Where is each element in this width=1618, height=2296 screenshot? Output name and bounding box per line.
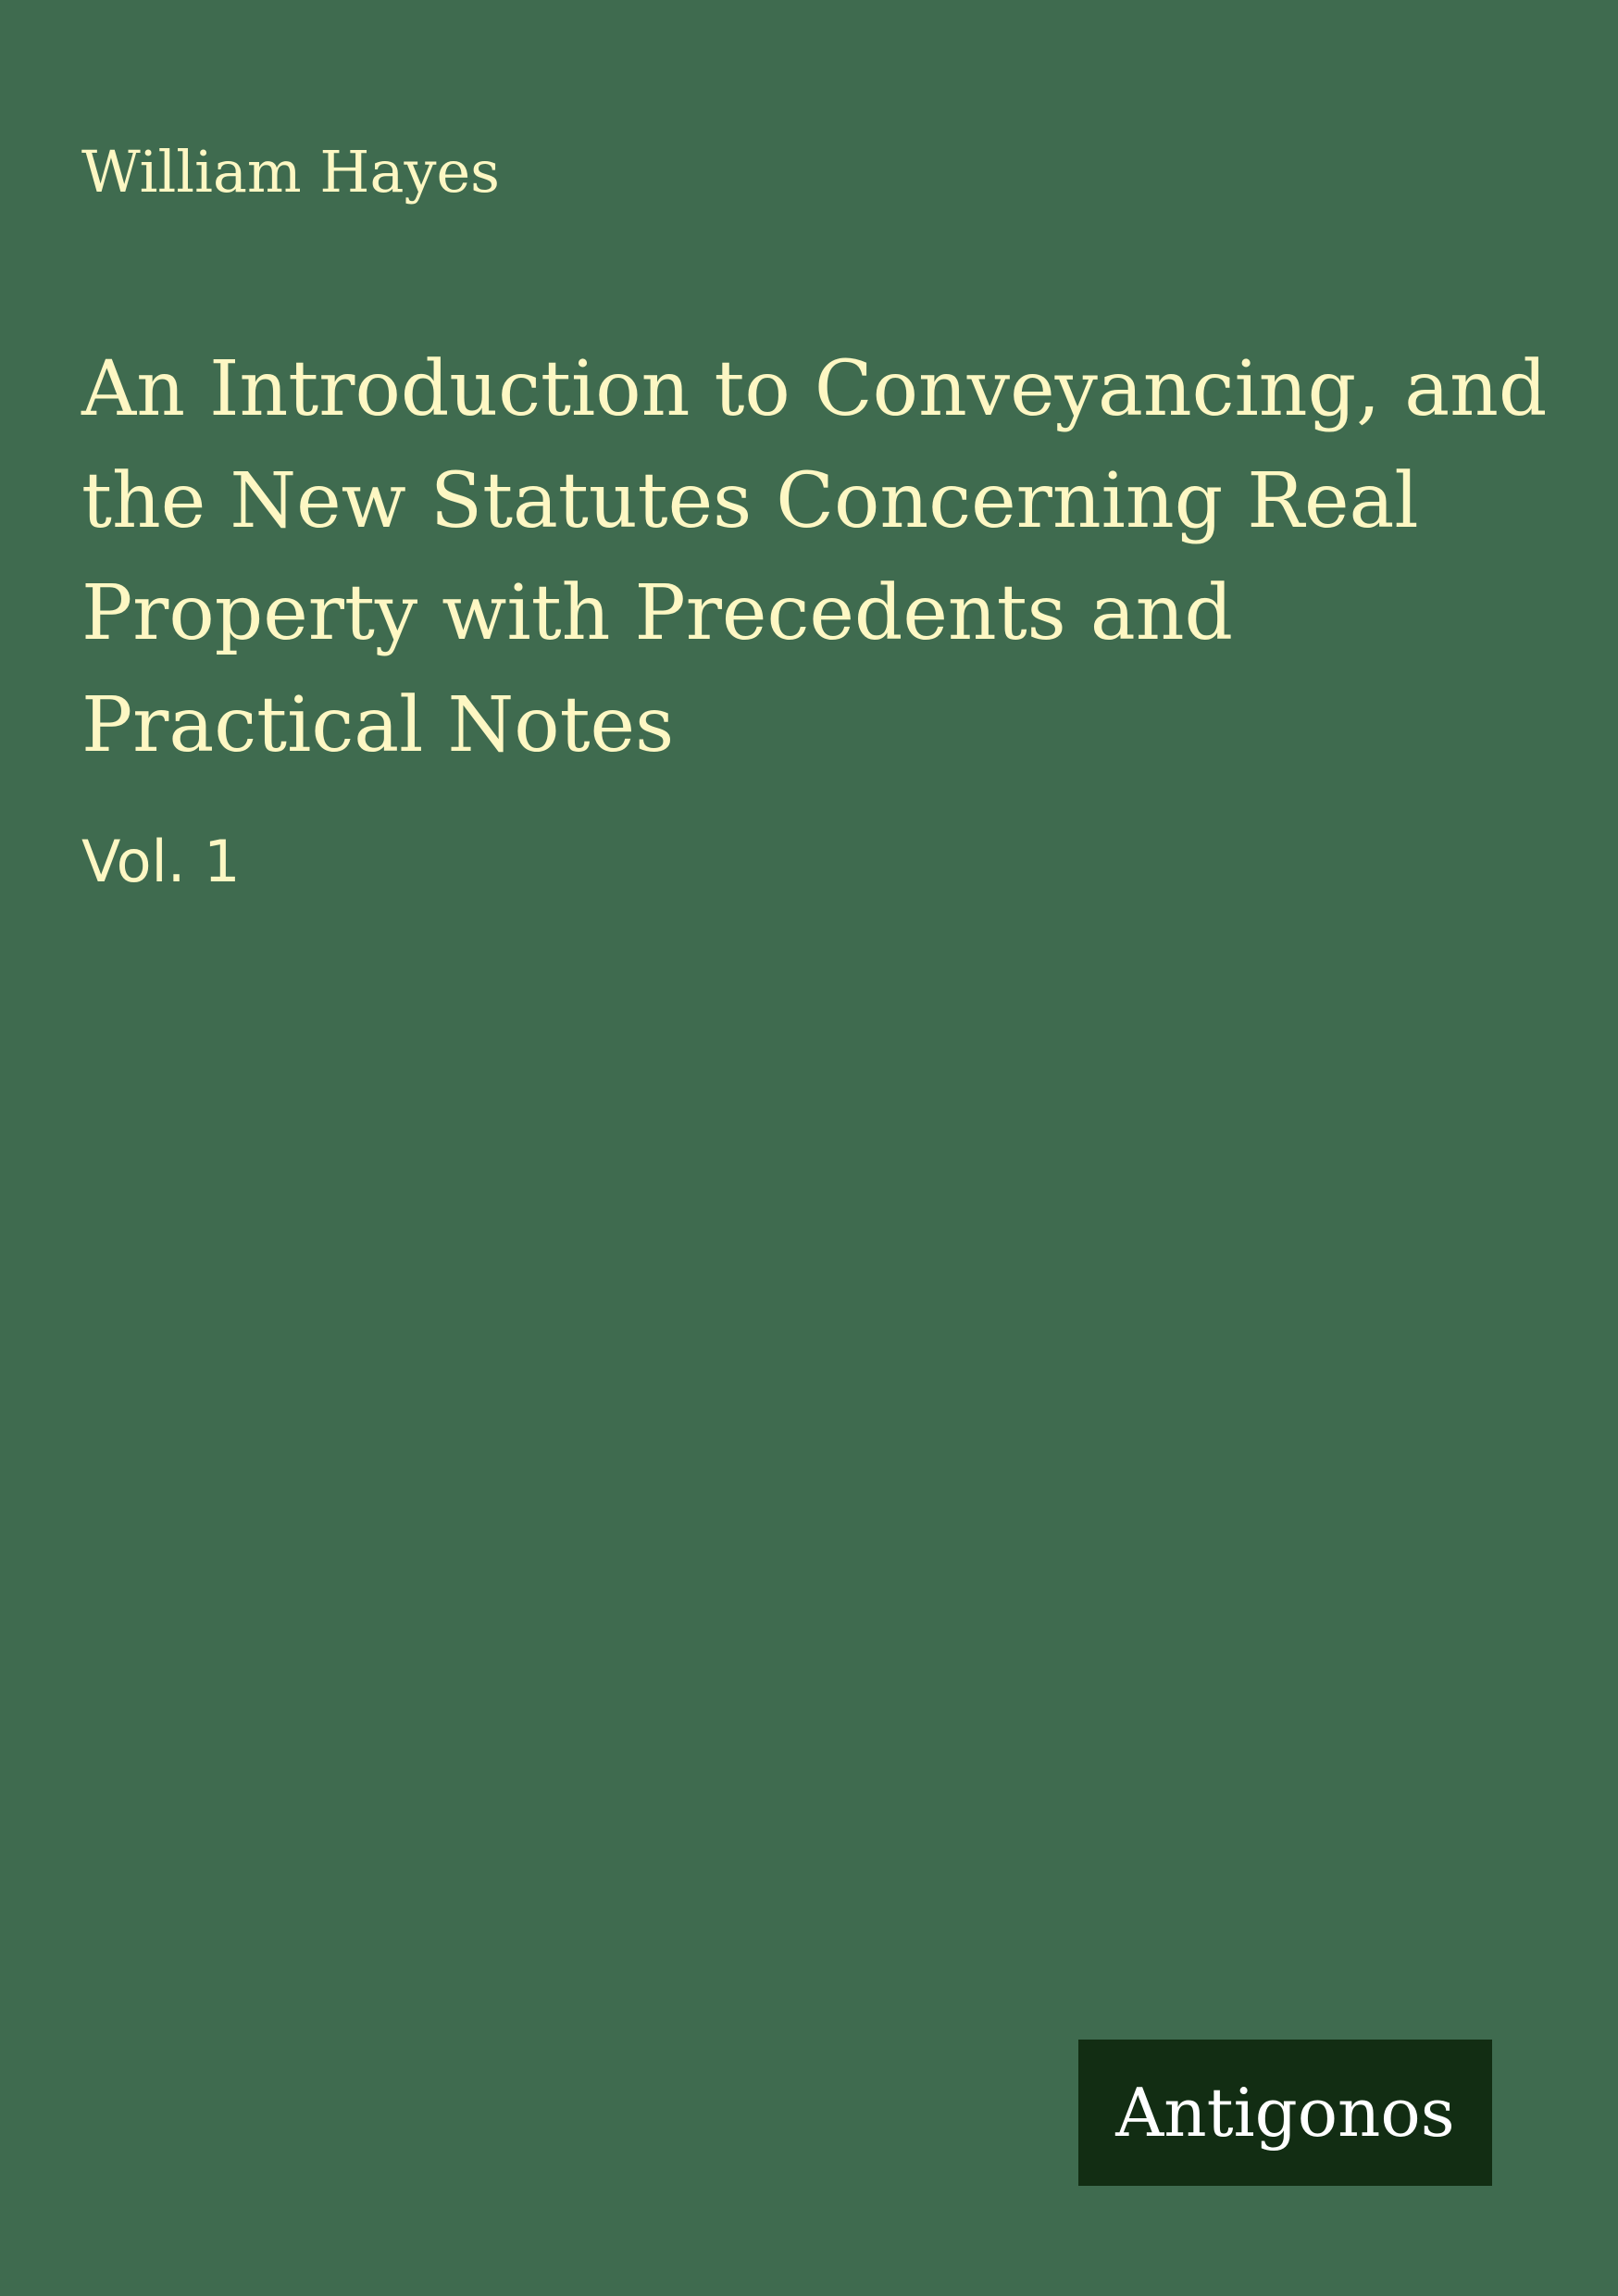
book-title: An Introduction to Conveyancing, and the New Statutes Concerning Real Property with Precedents and Practical Notes xyxy=(81,345,1548,769)
author-name: William Hayes xyxy=(81,138,500,206)
publisher-name: Antigonos xyxy=(1115,2074,1455,2152)
publisher-logo xyxy=(1078,2040,1492,2186)
volume-label: Vol. 1 xyxy=(81,828,241,895)
